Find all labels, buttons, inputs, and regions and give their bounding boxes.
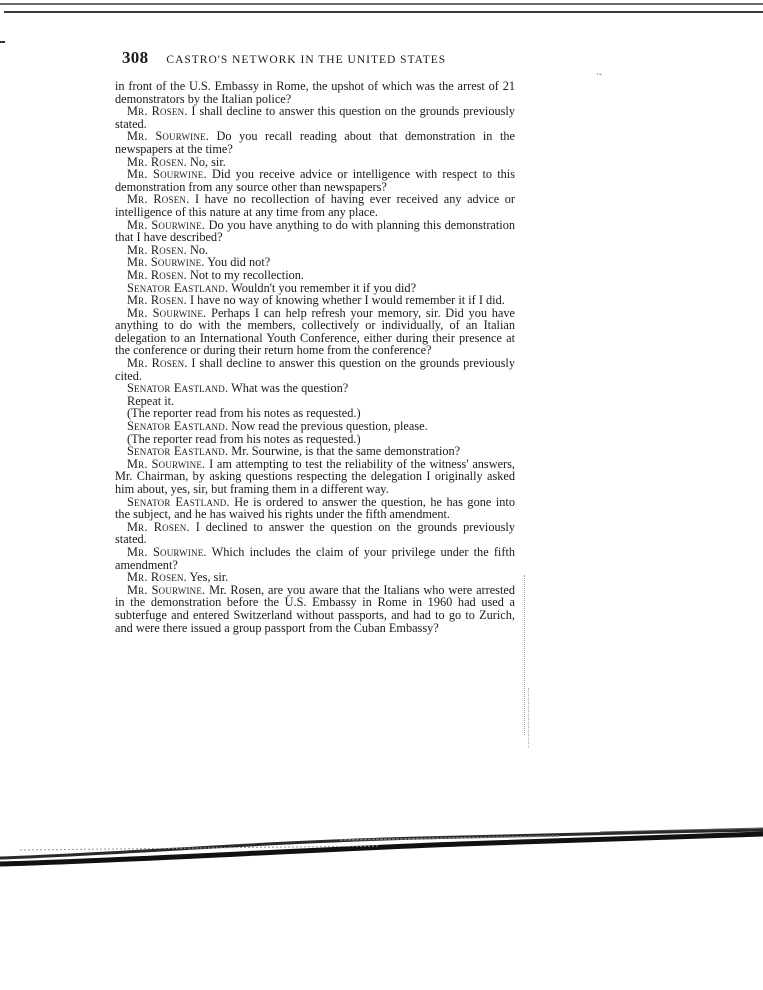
speaker-name: Senator Eastland. [127, 444, 229, 459]
transcript-paragraph [115, 546, 515, 571]
transcript-paragraph [115, 219, 515, 244]
paragraph-text: (The reporter read from his notes as requested.) [127, 406, 361, 421]
speaker-name: Senator Eastland. [127, 381, 229, 396]
paragraph-text: Which includes the claim of your privilege under the fifth amendment? [115, 544, 516, 572]
transcript-paragraph [115, 307, 515, 357]
paragraph-text: Now read the previous question, please. [228, 419, 428, 434]
transcript-paragraph [115, 130, 515, 155]
transcript-paragraph [115, 168, 515, 193]
speaker-name: Mr. Sourwine. [127, 582, 206, 597]
paragraph-text: Do you recall reading about that demonstration in the newspapers at the time? [115, 129, 515, 156]
paragraph-text: Perhaps I can help refresh your memory, sir. Did you have anything to do with the members, collectively or individually, of an Italian delegation to an International Youth Conference, either during their presence at the conference or during their return home from the conference? [115, 305, 515, 358]
scan-speck: ·- [596, 70, 602, 80]
transcript-paragraph [115, 458, 515, 496]
speaker-name: Mr. Sourwine. [127, 255, 205, 270]
scan-bottom-edge [0, 820, 763, 870]
paragraph-text: Yes, sir. [186, 570, 229, 585]
speaker-name: Mr. Rosen. [127, 242, 187, 257]
scan-top-rule [4, 11, 763, 13]
speaker-name: Mr. Sourwine. [127, 456, 206, 471]
speaker-name: Mr. Sourwine. [127, 129, 210, 144]
paragraph-text: No, sir. [186, 154, 226, 169]
speaker-name: Senator Eastland. [127, 494, 230, 509]
scan-margin-dots [524, 575, 527, 735]
speaker-name: Mr. Rosen. [127, 192, 190, 207]
paragraph-text: I am attempting to test the reliability of the witness' answers, Mr. Chairman, by asking questions respecting the delegation I originally asked him about, yes, sir, but framing them in a different way. [115, 456, 515, 496]
paragraph-text: Mr. Rosen, are you aware that the Italians who were arrested in the demonstration before the U.S. Embassy in Rome in 1960 had used a subterfuge and entered Switzerland without passports, and had to go to Zurich, and were there issued a group passport from the Cuban Embassy? [115, 582, 515, 635]
speaker-name: Mr. Rosen. [127, 570, 187, 585]
paragraph-text: I shall decline to answer this question on the grounds previously cited. [115, 356, 515, 383]
paragraph-text: What was the question? [228, 381, 349, 396]
transcript-paragraph [115, 496, 515, 521]
speaker-name: Mr. Rosen. [127, 267, 187, 282]
paragraph-text: I declined to answer the question on the grounds previously stated. [115, 519, 515, 547]
transcript-paragraph [115, 193, 515, 218]
paragraph-text: I have no recollection of having ever received any advice or intelligence of this nature at any time from any place. [115, 192, 515, 219]
scan-left-tick [0, 41, 5, 43]
speaker-name: Mr. Rosen. [127, 519, 190, 534]
speaker-name: Mr. Rosen. [127, 293, 187, 308]
paragraph-text: Wouldn't you remember it if you did? [228, 280, 417, 295]
paragraph-text: Repeat it. [127, 393, 175, 408]
transcript-paragraph [115, 584, 515, 634]
transcript-paragraph [115, 80, 515, 105]
scan-top-edge [0, 3, 763, 5]
speaker-name: Senator Eastland. [127, 280, 229, 295]
speaker-name: Mr. Rosen. [127, 154, 187, 169]
speaker-name: Mr. Rosen. [127, 104, 188, 119]
paragraph-text: (The reporter read from his notes as requested.) [127, 431, 361, 446]
paragraph-text: Did you receive advice or intelligence with respect to this demonstration from any source other than newspapers? [115, 167, 516, 194]
speaker-name: Mr. Sourwine. [127, 544, 207, 559]
transcript-paragraph [115, 357, 515, 382]
paragraph-text: You did not? [204, 255, 271, 270]
transcript-paragraph [115, 382, 515, 395]
transcript-body [115, 80, 515, 634]
speaker-name: Mr. Sourwine. [127, 167, 207, 182]
paragraph-text: I shall decline to answer this question on the grounds previously stated. [115, 104, 515, 131]
scan-margin-dots-2 [528, 688, 531, 748]
running-head: CASTRO'S NETWORK IN THE UNITED STATES [166, 54, 447, 66]
paragraph-text: Do you have anything to do with planning this demonstration that I have described? [115, 217, 516, 245]
paragraph-text: in front of the U.S. Embassy in Rome, the upshot of which was the arrest of 21 demonstrators by the Italian police? [115, 79, 515, 106]
paragraph-text: Not to my recollection. [186, 267, 305, 282]
paragraph-text: Mr. Sourwine, is that the same demonstration? [228, 444, 461, 459]
speaker-name: Mr. Sourwine. [127, 305, 207, 320]
page-header [122, 48, 522, 70]
paragraph-text: He is ordered to answer the question, he has gone into the subject, and he has waived his rights under the fifth amendment. [115, 494, 516, 522]
paragraph-text: I have no way of knowing whether I would remember it if I did. [186, 293, 505, 308]
speaker-name: Mr. Rosen. [127, 356, 188, 371]
speaker-name: Senator Eastland. [127, 419, 229, 434]
paragraph-text: No. [186, 242, 209, 257]
transcript-paragraph [115, 521, 515, 546]
page-number: 308 [122, 48, 149, 67]
speaker-name: Mr. Sourwine. [127, 217, 206, 232]
transcript-paragraph [115, 105, 515, 130]
